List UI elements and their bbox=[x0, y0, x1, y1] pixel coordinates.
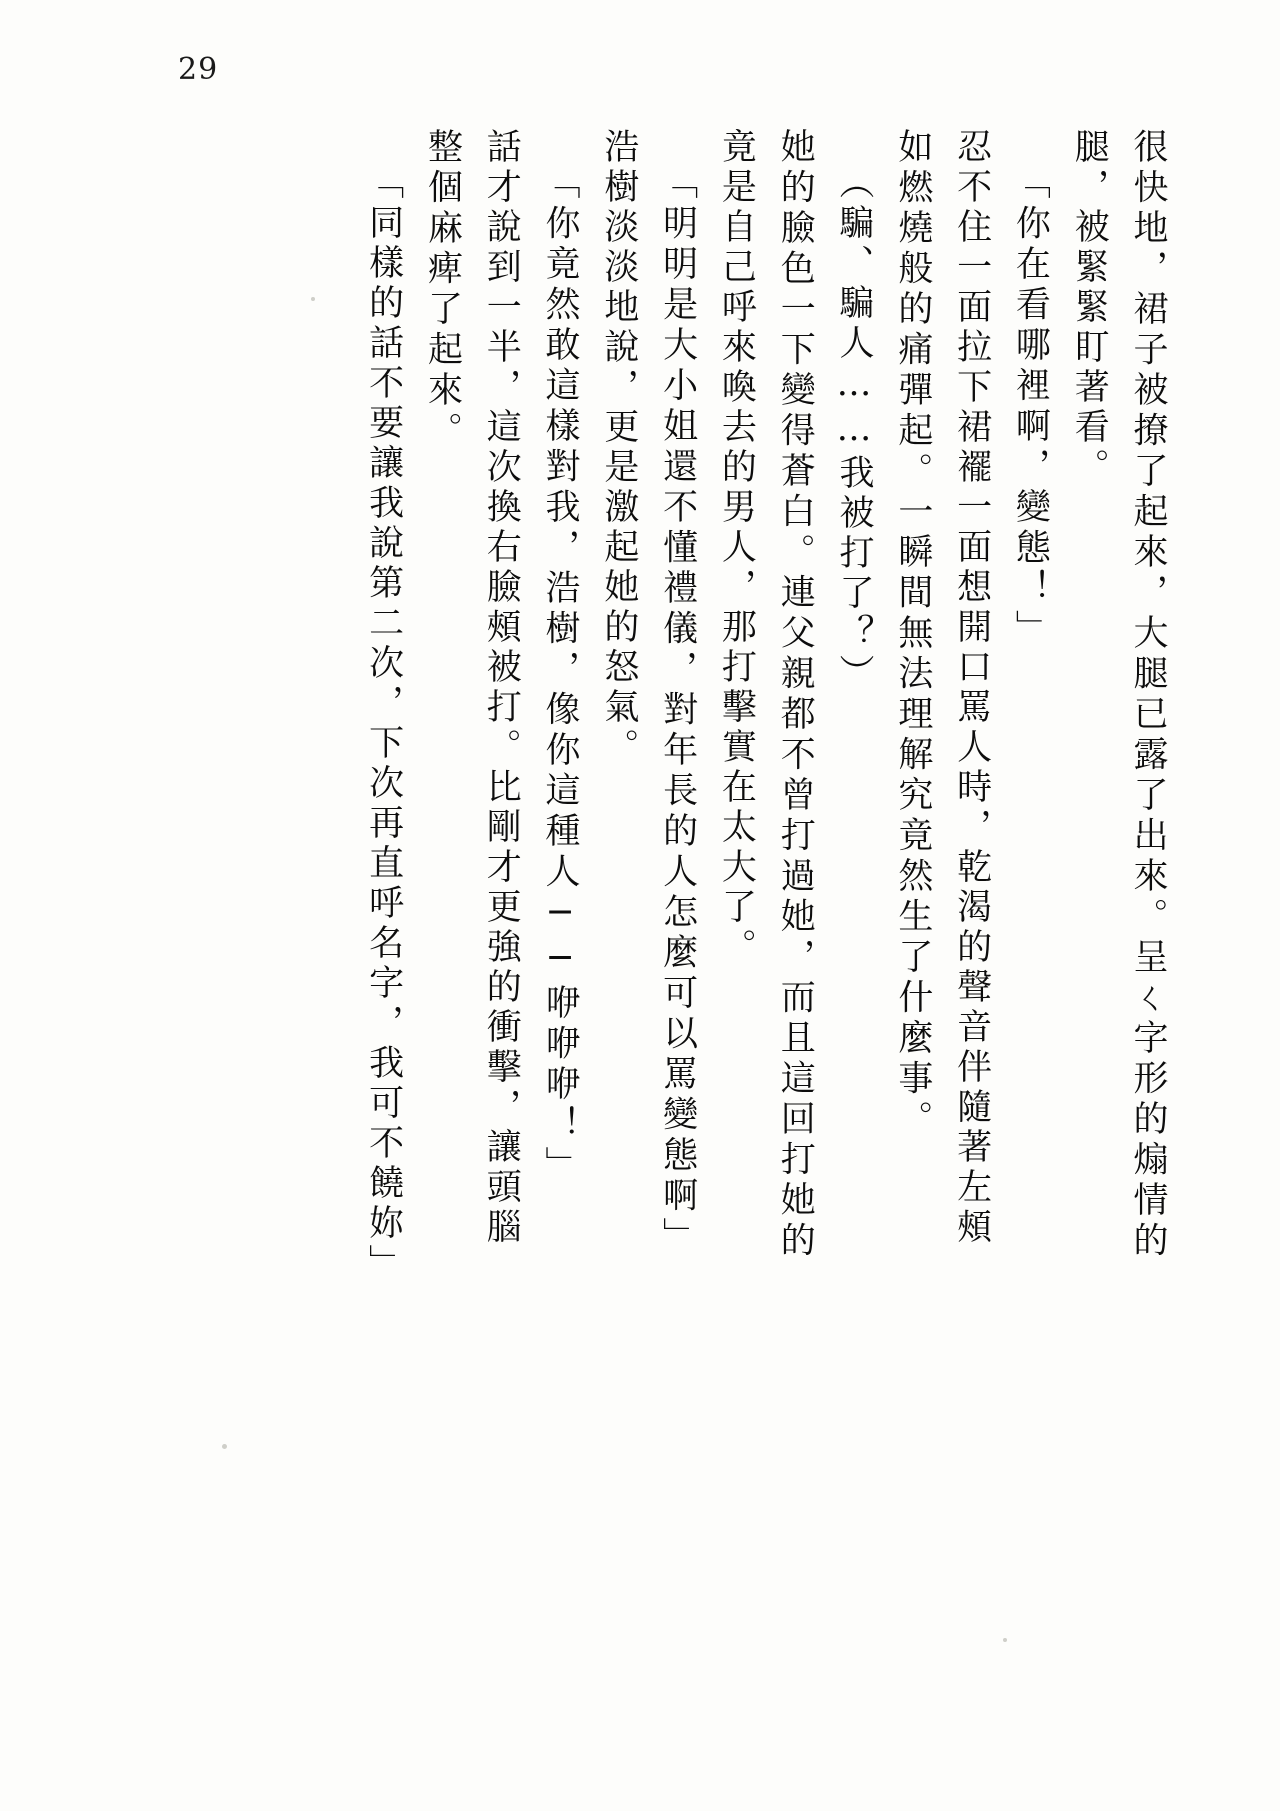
text-column: 話才說到一半，這次換右臉頰被打。比剛才更強的衝擊，讓頭腦 bbox=[481, 128, 522, 1248]
text-column: 「明明是大小姐還不懂禮儀，對年長的人怎麼可以罵變態啊」 bbox=[657, 164, 698, 1258]
vertical-text-body bbox=[120, 128, 1170, 1428]
text-column: 「你在看哪裡啊，變態！」 bbox=[1010, 164, 1051, 650]
scan-speck bbox=[222, 1444, 227, 1449]
scan-speck bbox=[1003, 1638, 1007, 1642]
text-column: 很快地，裙子被撩了起來，大腿已露了出來。呈ㄑ字形的煽情的 bbox=[1128, 128, 1168, 1262]
text-column: 腿，被緊緊盯著看。 bbox=[1069, 128, 1110, 488]
text-column: 竟是自己呼來喚去的男人，那打擊實在太大了。 bbox=[716, 128, 757, 968]
page-number: 29 bbox=[178, 52, 219, 87]
text-column: 整個麻痺了起來。 bbox=[422, 128, 463, 452]
text-column: 如燃燒般的痛彈起。一瞬間無法理解究竟然生了什麼事。 bbox=[892, 128, 933, 1141]
text-column: 忍不住一面拉下裙襬一面想開口罵人時，乾渴的聲音伴隨著左頰 bbox=[951, 128, 992, 1248]
text-column: 她的臉色一下變得蒼白。連父親都不曾打過她，而且這回打她的 bbox=[775, 128, 816, 1262]
text-column: （騙、騙人……我被打了？） bbox=[834, 164, 875, 694]
text-column: 「同樣的話不要讓我說第二次，下次再直呼名字，我可不饒妳」 bbox=[363, 164, 404, 1284]
text-column: 「你竟然敢這樣對我，浩樹，像你這種人──咿咿咿！」 bbox=[540, 164, 581, 1187]
scan-speck bbox=[311, 297, 315, 301]
text-column: 浩樹淡淡地說，更是激起她的怒氣。 bbox=[598, 128, 639, 768]
